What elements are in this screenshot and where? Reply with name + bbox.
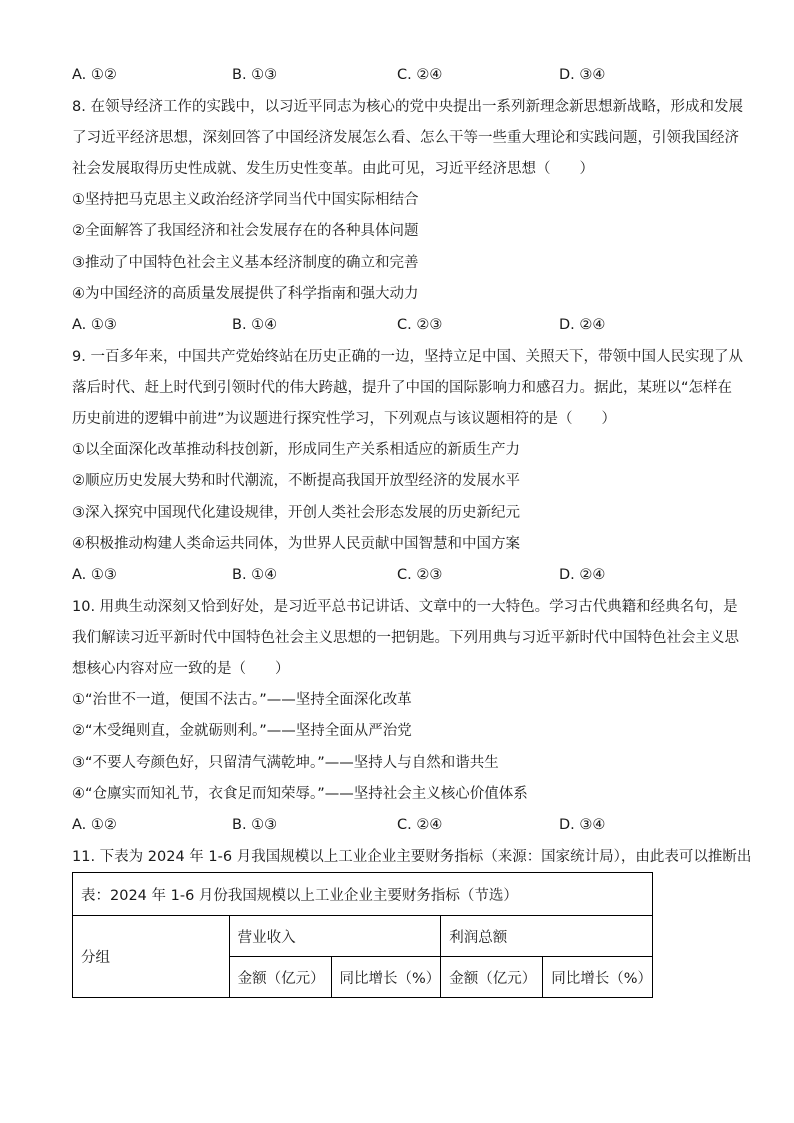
q8-stem-line: 社会发展取得历史性成就、发生历史性变革。由此可见，习近平经济思想（ ） [72,161,594,177]
q9-stem-line: 历史前进的逻辑中前进”为议题进行探究性学习，下列观点与该议题相符的是（ ） [72,411,617,427]
q9-item: ②顺应历史发展大势和时代潮流，不断提高我国开放型经济的发展水平 [72,473,520,489]
group-header: 分组 [73,916,230,998]
q10-item: ③“不要人夸颜色好，只留清气满乾坤。”——坚持人与自然和谐共生 [72,755,499,771]
q8-options [72,315,732,335]
q8-item: ④为中国经济的高质量发展提供了科学指南和强大动力 [72,286,419,302]
q8-stem-line: 8. 在领导经济工作的实践中，以习近平同志为核心的党中央提出一系列新理念新思想新战略，形成和发展 [72,99,743,115]
option-b: B. ①③ [232,817,278,833]
q9-item: ③深入探究中国现代化建设规律，开创人类社会形态发展的历史新纪元 [72,505,520,521]
revenue-growth-header: 同比增长（%） [331,957,441,998]
table-header-row [73,916,653,957]
option-c: C. ②④ [397,67,443,83]
revenue-header: 营业收入 [229,916,441,957]
q9-stem-line: 落后时代、赶上时代到引领时代的伟大跨越，提升了中国的国际影响力和感召力。据此，某班以“怎样在 [72,380,733,396]
q7-options [72,65,732,85]
option-b: B. ①③ [232,67,278,83]
q10-stem-line: 10. 用典生动深刻又恰到好处，是习近平总书记讲话、文章中的一大特色。学习古代典籍和经典名句，是 [72,599,738,615]
option-c: C. ②③ [397,317,443,333]
financial-indicators-table [72,872,653,998]
q8-item: ①坚持把马克思主义政治经济学同当代中国实际相结合 [72,192,419,208]
option-d: D. ②④ [559,317,606,333]
option-b: B. ①④ [232,317,278,333]
option-a: A. ①③ [72,317,117,333]
revenue-amount-header: 金额（亿元） [229,957,331,998]
profit-amount-header: 金额（亿元） [441,957,543,998]
q10-item: ④“仓廪实而知礼节，衣食足而知荣辱。”——坚持社会主义核心价值体系 [72,786,528,802]
profit-growth-header: 同比增长（%） [543,957,653,998]
q10-stem-line: 我们解读习近平新时代中国特色社会主义思想的一把钥匙。下列用典与习近平新时代中国特色社会主义思 [72,630,739,646]
table-caption: 表：2024 年 1-6 月份我国规模以上工业企业主要财务指标（节选） [73,873,653,916]
q10-options [72,815,732,835]
q10-stem-line: 想核心内容对应一致的是（ ） [72,661,290,677]
q9-item: ①以全面深化改革推动科技创新，形成同生产关系相适应的新质生产力 [72,442,520,458]
q10-item: ②“木受绳则直，金就砺则利。”——坚持全面从严治党 [72,723,412,739]
option-d: D. ②④ [559,567,606,583]
option-a: A. ①② [72,67,117,83]
option-d: D. ③④ [559,817,606,833]
table-caption-row [73,873,653,916]
q9-item: ④积极推动构建人类命运共同体，为世界人民贡献中国智慧和中国方案 [72,536,520,552]
option-a: A. ①③ [72,567,117,583]
option-b: B. ①④ [232,567,278,583]
option-a: A. ①② [72,817,117,833]
q8-item: ②全面解答了我国经济和社会发展存在的各种具体问题 [72,223,419,239]
option-d: D. ③④ [559,67,606,83]
profit-header: 利润总额 [441,916,653,957]
option-c: C. ②③ [397,567,443,583]
q8-stem-line: 了习近平经济思想，深刻回答了中国经济发展怎么看、怎么干等一些重大理论和实践问题，引领我国经济 [72,130,739,146]
q9-stem-line: 9. 一百多年来，中国共产党始终站在历史正确的一边，坚持立足中国、关照天下，带领中国人民实现了从 [72,349,743,365]
q9-options [72,565,732,585]
q8-item: ③推动了中国特色社会主义基本经济制度的确立和完善 [72,255,419,271]
q11-stem-line: 11. 下表为 2024 年 1-6 月我国规模以上工业企业主要财务指标（来源：国家统计局），由此表可以推断出 [72,849,752,865]
option-c: C. ②④ [397,817,443,833]
q10-item: ①“治世不一道，便国不法古。”——坚持全面深化改革 [72,692,412,708]
